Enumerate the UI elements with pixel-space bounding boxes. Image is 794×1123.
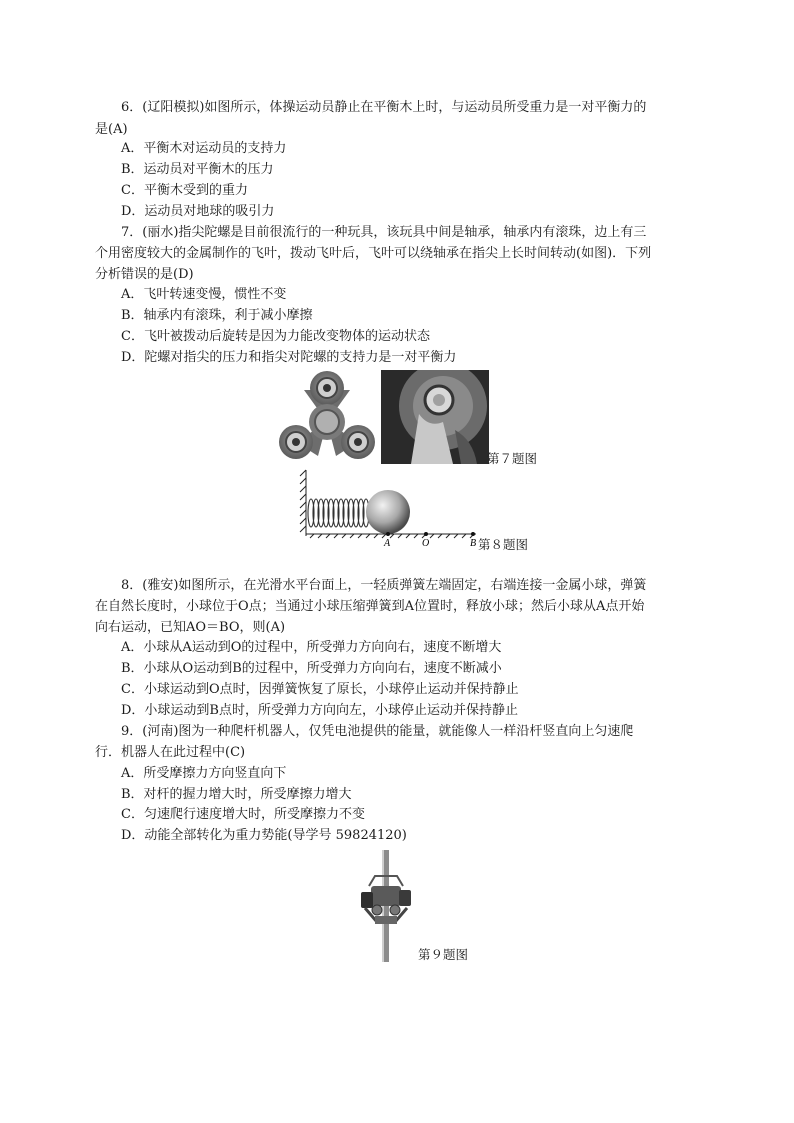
q7-option-c: C．飞叶被拨动后旋转是因为力能改变物体的运动状态 [121,329,430,344]
spring-ball-figure [296,466,481,546]
q7-stem-line1: 7．(丽水)指尖陀螺是目前很流行的一种玩具，该玩具中间是轴承，轴承内有滚珠，边上有三 [121,225,647,240]
q6-option-a: A．平衡木对运动员的支持力 [121,141,287,156]
q9-option-c: C．匀速爬行速度增大时，所受摩擦力不变 [121,807,365,822]
q7-option-b: B．轴承内有滚珠，利于减小摩擦 [121,308,313,323]
q8-stem-line1: 8．(雅安)如图所示，在光滑水平台面上，一轻质弹簧左端固定，右端连接一金属小球，弹簧 [121,578,647,593]
q9-option-a: A．所受摩擦力方向竖直向下 [121,766,287,781]
q7-stem-line2: 个用密度较大的金属制作的飞叶，拨动飞叶后，飞叶可以绕轴承在指尖上长时间转动(如图)．下列 [95,246,652,261]
q7-stem-line3: 分析错误的是(D) [95,267,194,282]
q9-stem-line1: 9．(河南)图为一种爬杆机器人，仅凭电池提供的能量，就能像人一样沿杆竖直向上匀速爬 [121,724,634,739]
q7-figure-caption: 第７题图 [487,451,538,466]
q8-stem-line2: 在自然长度时，小球位于O点；当通过小球压缩弹簧到A位置时，释放小球；然后小球从A点开始 [95,599,645,614]
pole-climbing-robot-figure [355,850,417,962]
q7-option-a: A．飞叶转速变慢，惯性不变 [121,287,287,302]
q6-option-b: B．运动员对平衡木的压力 [121,162,274,177]
label-a: A [384,538,391,546]
q6-option-c: C．平衡木受到的重力 [121,183,248,198]
q8-option-d: D．小球运动到B点时，所受弹力方向向左，小球停止运动并保持静止 [121,703,518,718]
q6-stem-line2: 是(A) [95,122,128,137]
q8-option-b: B．小球从O运动到B的过程中，所受弹力方向向右，速度不断减小 [121,661,502,676]
q8-figure-caption: 第８题图 [478,537,529,552]
q9-stem-line2: 行．机器人在此过程中(C) [95,745,246,760]
q9-option-b: B．对杆的握力增大时，所受摩擦力增大 [121,787,352,802]
label-o: O [422,538,430,546]
q9-option-d: D．动能全部转化为重力势能(导学号 59824120) [121,828,407,843]
q6-option-d: D．运动员对地球的吸引力 [121,204,275,219]
q8-stem-line3: 向右运动，已知AO＝BO，则(A) [95,620,286,635]
q6-stem-line1: 6．(辽阳模拟)如图所示，体操运动员静止在平衡木上时，与运动员所受重力是一对平衡力的 [121,100,647,115]
spinner-on-finger-photo [381,370,489,464]
label-b: B [470,538,477,546]
q9-figure-caption: 第９题图 [418,947,469,962]
q7-option-d: D．陀螺对指尖的压力和指尖对陀螺的支持力是一对平衡力 [121,350,457,365]
fidget-spinner-figure [274,370,380,466]
q8-option-a: A．小球从A运动到O的过程中，所受弹力方向向右，速度不断增大 [121,640,502,655]
q8-option-c: C．小球运动到O点时，因弹簧恢复了原长，小球停止运动并保持静止 [121,682,519,697]
